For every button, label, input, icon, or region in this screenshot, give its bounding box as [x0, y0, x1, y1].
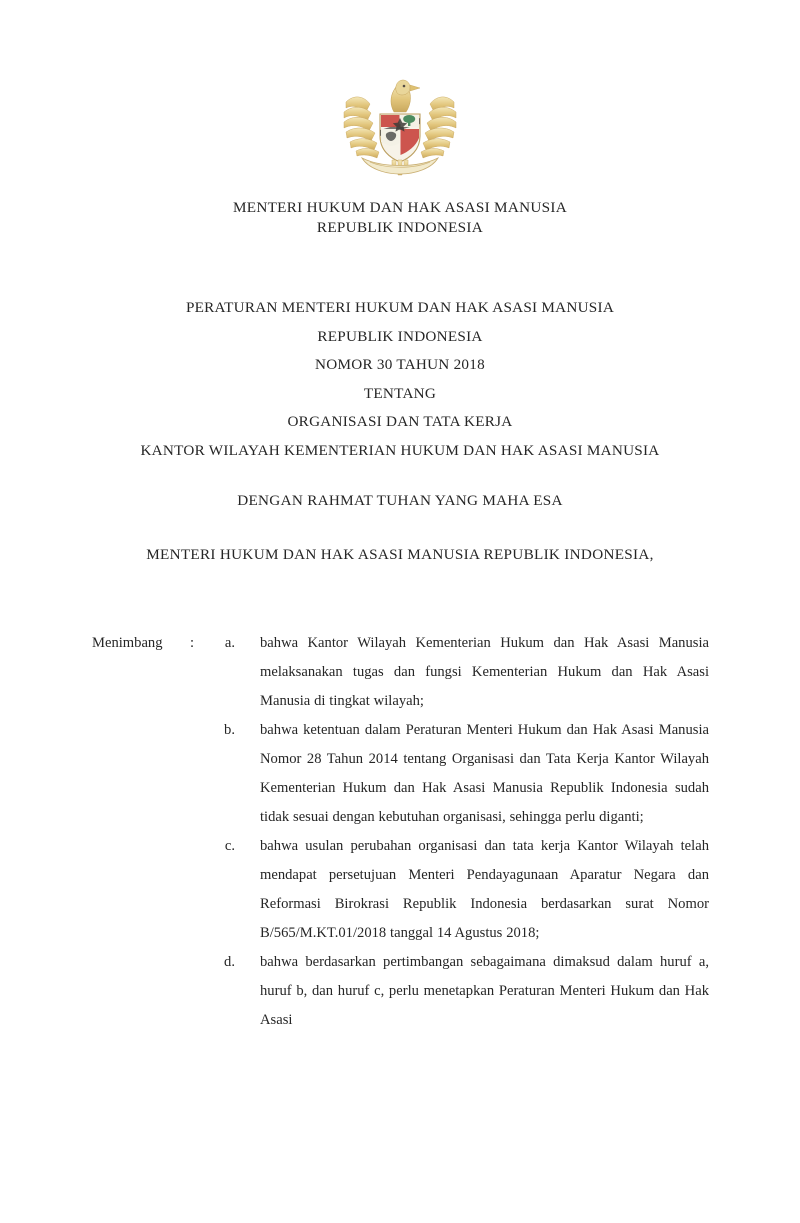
- list-item-marker: b.: [224, 722, 235, 738]
- ministry-header-line1: MENTERI HUKUM DAN HAK ASASI MANUSIA: [232, 199, 568, 216]
- list-item-marker: a.: [224, 635, 235, 651]
- list-item: [0, 948, 800, 1035]
- title-line-number: NOMOR 30 TAHUN 2018: [315, 356, 485, 374]
- title-line-regulation: PERATURAN MENTERI HUKUM DAN HAK ASASI MANUSIA: [185, 299, 615, 316]
- list-item-text: bahwa ketentuan dalam Peraturan Menteri Hukum dan Hak Asasi Manusia Nomor 28 Tahun 2014 tentang Organisasi dan Tata Kerja Kantor Wilayah Kementerian Hukum dan Hak Asasi Manusia Republik Indonesia sudah tidak sesuai dengan kebutuhan organisasi, sehingga perlu diganti;: [260, 722, 709, 825]
- emblem-container: [0, 72, 800, 185]
- list-item-text: bahwa berdasarkan pertimbangan sebagaimana dimaksud dalam huruf a, huruf b, dan huruf c, perlu menetapkan Peraturan Menteri Hukum dan Hak Asasi: [260, 954, 709, 1028]
- enacting-official-line: MENTERI HUKUM DAN HAK ASASI MANUSIA REPUBLIK INDONESIA,: [146, 546, 654, 563]
- regulation-title-block: [0, 294, 800, 466]
- list-item-text: bahwa usulan perubahan organisasi dan tata kerja Kantor Wilayah telah mendapat persetujuan Menteri Pendayagunaan Aparatur Negara dan Reformasi Birokrasi Republik Indonesia berdasarkan surat Nomor B/565/M.KT.01/2018 tanggal 14 Agustus 2018;: [260, 838, 709, 941]
- considerations-list: [0, 629, 800, 1035]
- ministry-header: [0, 198, 800, 238]
- garuda-pancasila-emblem: [336, 72, 464, 180]
- list-item: [0, 716, 800, 832]
- list-item: [0, 629, 800, 716]
- ministry-header-line2: REPUBLIK INDONESIA: [316, 219, 484, 236]
- list-item: [0, 832, 800, 948]
- title-line-subject2: KANTOR WILAYAH KEMENTERIAN HUKUM DAN HAK ASASI MANUSIA: [140, 441, 660, 459]
- title-line-subject1: ORGANISASI DAN TATA KERJA: [287, 413, 513, 431]
- title-line-tentang: TENTANG: [363, 384, 437, 402]
- list-item-marker: c.: [224, 838, 235, 854]
- list-item-marker: d.: [224, 954, 235, 970]
- considerations-label: Menimbang: [92, 635, 163, 651]
- considerations-section: [0, 629, 800, 1035]
- title-line-republic: REPUBLIK INDONESIA: [317, 327, 483, 345]
- considerations-colon: :: [190, 635, 195, 651]
- list-item-text: bahwa Kantor Wilayah Kementerian Hukum dan Hak Asasi Manusia melaksanakan tugas dan fungsi Kementerian Hukum dan Hak Asasi Manusia di tingkat wilayah;: [260, 635, 709, 709]
- blessing-line: DENGAN RAHMAT TUHAN YANG MAHA ESA: [237, 492, 563, 509]
